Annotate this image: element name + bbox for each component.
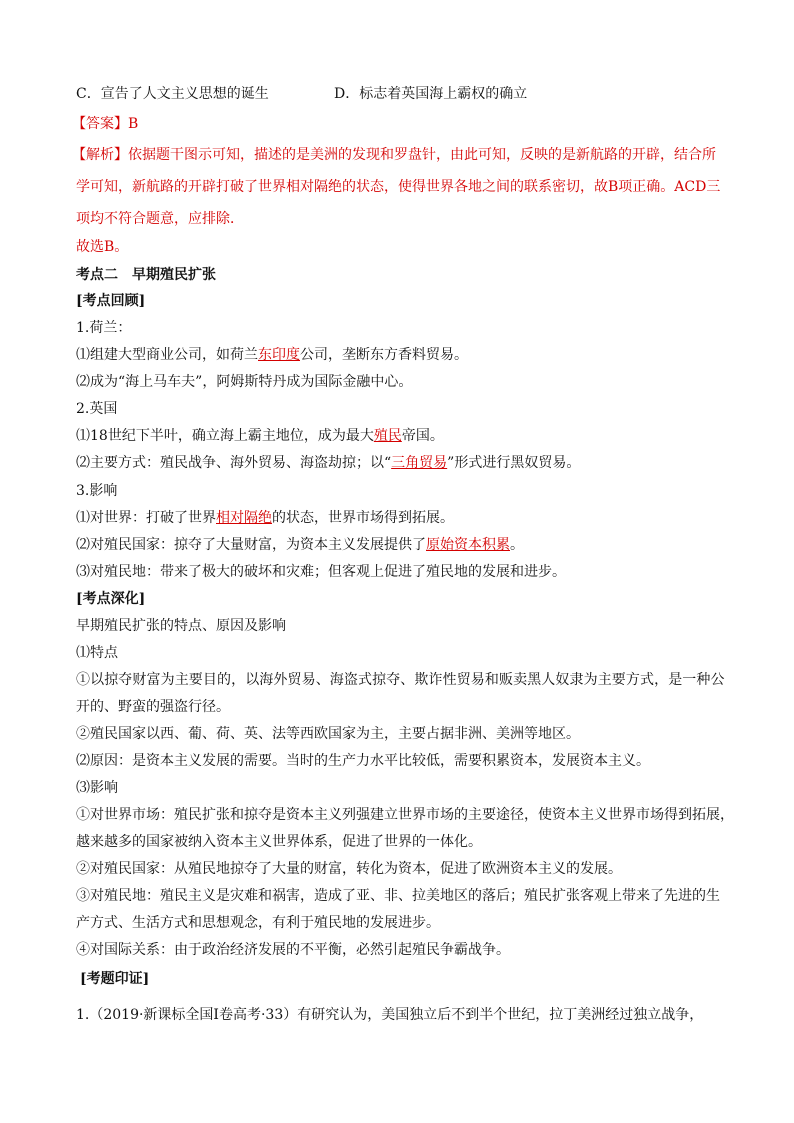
b2-pre: ⑵主要方式：殖民战争、海外贸易、海盗劫掠；以“: [76, 455, 392, 471]
i2-post: 。: [510, 537, 524, 553]
analysis-line-2: 学可知，新航路的开辟打破了世界相对隔绝的状态，使得世界各地之间的联系密切，故B项正确。ACD三: [76, 179, 721, 195]
option-d: D．标志着英国海上霸权的确立: [334, 86, 528, 102]
impact-item-3: ⑶对殖民地：带来了极大的破坏和灾难；但客观上促进了殖民地的发展和进步。: [76, 564, 566, 580]
effect-title: ⑶影响: [76, 780, 118, 796]
answer-line: [72, 114, 138, 134]
analysis-text-1: 依据题干图示可知，描述的是美洲的发现和罗盘针，由此可知，反映的是新航路的开辟，结合所: [128, 147, 716, 163]
impact-item-1: [76, 508, 454, 528]
i1-post: 的状态，世界市场得到拓展。: [272, 510, 454, 526]
option-c: C．宣告了人文主义思想的诞生: [76, 86, 269, 102]
analysis-line-3: 项均不符合题意，应排除．: [76, 211, 244, 227]
b1-pre: ⑴18世纪下半叶，确立海上霸主地位，成为最大: [76, 428, 374, 444]
feature-1-line-2: 开的、野蛮的强盗行径。: [76, 699, 230, 715]
i1-pre: ⑴对世界：打破了世界: [76, 510, 216, 526]
i1-key: 相对隔绝: [216, 510, 272, 526]
answer-value: B: [128, 116, 139, 132]
britain-title: 2.英国: [76, 401, 118, 417]
exam-question-1: 1.（2019·新课标全国Ⅰ卷高考·33）有研究认为，美国独立后不到半个世纪，拉丁美洲经过独立战争，: [76, 1007, 704, 1023]
feature-1-line-1: ①以掠夺财富为主要目的，以海外贸易、海盗式掠夺、欺诈性贸易和贩卖黑人奴隶为主要方式，是一种公: [76, 672, 725, 688]
section-title: 考点二 早期殖民扩张: [76, 267, 216, 283]
analysis-line-4: 故选B。: [76, 239, 129, 255]
answer-label: 【答案】: [72, 116, 128, 132]
deepen-heading: [考点深化]: [76, 591, 146, 607]
effect-1-line-2: 越来越多的国家被纳入资本主义世界体系，促进了世界的一体化。: [76, 834, 482, 850]
b2-key: 三角贸易: [391, 455, 448, 471]
n1-key: 东印度: [258, 347, 300, 363]
n1-post: 公司，垄断东方香料贸易。: [300, 347, 468, 363]
britain-item-1: [76, 426, 444, 446]
analysis-label: 【解析】: [72, 147, 128, 163]
netherlands-item-1: [76, 345, 468, 365]
effect-4: ④对国际关系：由于政治经济发展的不平衡，必然引起殖民争霸战争。: [76, 942, 510, 958]
netherlands-item-2: ⑵成为“海上马车夫”，阿姆斯特丹成为国际金融中心。: [76, 374, 413, 390]
analysis-line-1: [72, 145, 716, 165]
feature-title: ⑴特点: [76, 645, 118, 661]
effect-2: ②对殖民国家：从殖民地掠夺了大量的财富，转化为资本，促进了欧洲资本主义的发展。: [76, 861, 622, 877]
britain-item-2: [76, 453, 580, 473]
impact-item-2: [76, 535, 524, 555]
effect-3-line-2: 产方式、生活方式和思想观念，有利于殖民地的发展进步。: [76, 915, 440, 931]
effect-1-line-1: ①对世界市场：殖民扩张和掠夺是资本主义列强建立世界市场的主要途径，使资本主义世界市场得到拓展，: [76, 807, 734, 823]
netherlands-title: 1.荷兰：: [76, 320, 132, 336]
exam-heading: [考题印证]: [80, 971, 150, 987]
i2-key: 原始资本积累: [426, 537, 510, 553]
b1-key: 殖民: [373, 428, 402, 444]
review-heading: [考点回顾]: [76, 293, 146, 309]
b2-post: ”形式进行黑奴贸易。: [447, 455, 581, 471]
effect-3-line-1: ③对殖民地：殖民主义是灾难和祸害，造成了亚、非、拉美地区的落后；殖民扩张客观上带来了先进的生: [76, 888, 720, 904]
deepen-intro: 早期殖民扩张的特点、原因及影响: [76, 618, 286, 634]
impact-title: 3.影响: [76, 483, 118, 499]
n1-pre: ⑴组建大型商业公司，如荷兰: [76, 347, 258, 363]
feature-2: ②殖民国家以西、葡、荷、英、法等西欧国家为主，主要占据非洲、美洲等地区。: [76, 726, 580, 742]
i2-pre: ⑵对殖民国家：掠夺了大量财富，为资本主义发展提供了: [76, 537, 426, 553]
reason: ⑵原因：是资本主义发展的需要。当时的生产力水平比较低，需要积累资本，发展资本主义。: [76, 753, 650, 769]
b1-post: 帝国。: [401, 428, 444, 444]
